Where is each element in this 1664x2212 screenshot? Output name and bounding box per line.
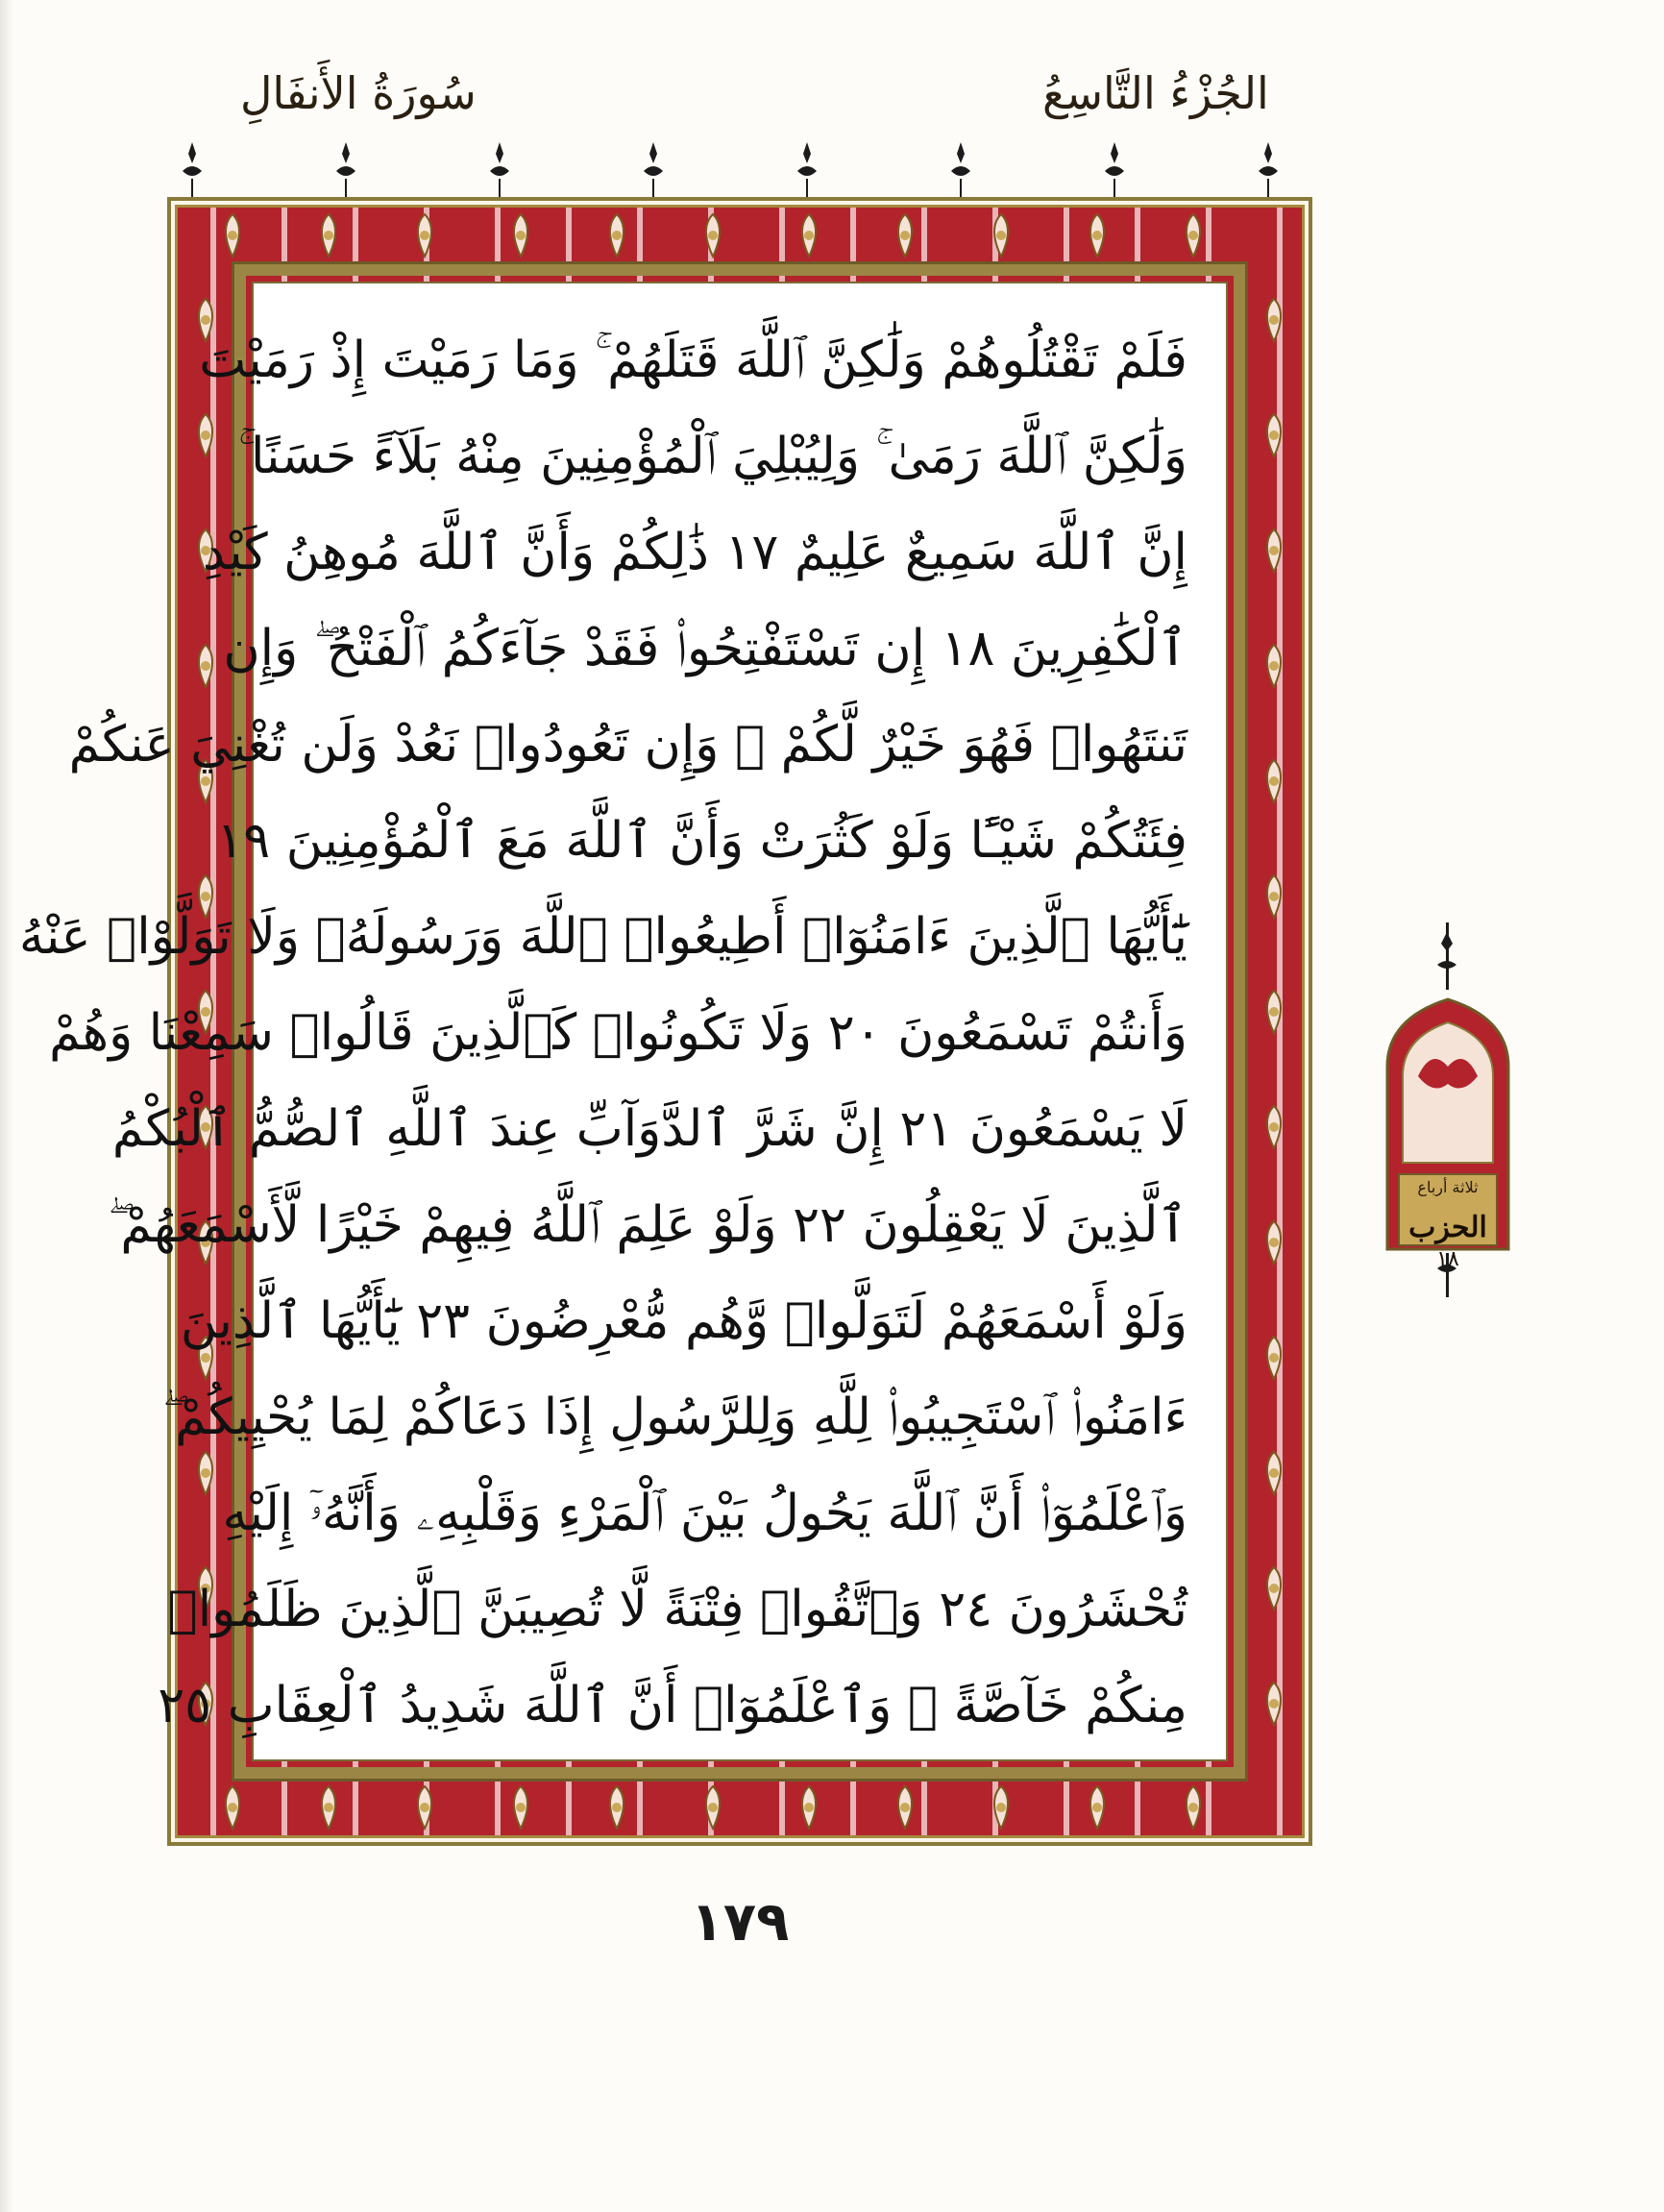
verse-line-11: وَلَوْ أَسْمَعَهُمْ لَتَوَلَّوا۟ وَّهُم مُّعْرِضُونَ ٢٣ يَٰٓأَيُّهَا ٱلَّذِينَ (180, 1292, 1187, 1350)
hizb-label: الحزب (1408, 1211, 1487, 1244)
juz-title: الجُزْءُ التَّاسِعُ (1042, 67, 1269, 119)
verse-line-7: يَٰٓأَيُّهَا ٱلَّذِينَ ءَامَنُوٓا۟ أَطِيعُوا۟ ٱللَّهَ وَرَسُولَهُۥ وَلَا تَوَلَّوْا۟ عَنْهُ (18, 908, 1187, 966)
verse-line-2: وَلَٰكِنَّ ٱللَّهَ رَمَىٰ ۚ وَلِيُبْلِيَ ٱلْمُؤْمِنِينَ مِنْهُ بَلَآءً حَسَنًا ۚ (238, 428, 1187, 485)
verse-line-15: مِنكُمْ خَآصَّةً ۖ وَٱعْلَمُوٓا۟ أَنَّ ٱللَّهَ شَدِيدُ ٱلْعِقَابِ ٢٥ (158, 1677, 1187, 1734)
verse-line-4: ٱلْكَٰفِرِينَ ١٨ إِن تَسْتَفْتِحُوا۟ فَقَدْ جَآءَكُمُ ٱلْفَتْحُ ۖ وَإِن (223, 620, 1187, 677)
verse-text-panel (18, 282, 1228, 1761)
page-edge-shadow (0, 0, 13, 2212)
verse-line-9: لَا يَسْمَعُونَ ٢١ إِنَّ شَرَّ ٱلدَّوَآبِّ عِندَ ٱللَّهِ ٱلصُّمُّ ٱلْبُكْمُ (111, 1100, 1187, 1158)
surah-title: سُورَةُ الأَنفَالِ (240, 67, 477, 119)
verse-line-6: فِئَتُكُمْ شَيْـًٔا وَلَوْ كَثُرَتْ وَأَنَّ ٱللَّهَ مَعَ ٱلْمُؤْمِنِينَ ١٩ (216, 812, 1187, 870)
page-number: ١٧٩ (690, 1891, 790, 1954)
verse-line-12: ءَامَنُوا۟ ٱسْتَجِيبُوا۟ لِلَّهِ وَلِلرَّسُولِ إِذَا دَعَاكُمْ لِمَا يُحْيِيكُمْ ۖ (162, 1389, 1187, 1446)
verse-line-5: تَنتَهُوا۟ فَهُوَ خَيْرٌ لَّكُمْ ۖ وَإِن تَعُودُوا۟ نَعُدْ وَلَن تُغْنِيَ عَنكُمْ (68, 716, 1187, 774)
verse-line-13: وَٱعْلَمُوٓا۟ أَنَّ ٱللَّهَ يَحُولُ بَيْنَ ٱلْمَرْءِ وَقَلْبِهِۦ وَأَنَّهُۥٓ إِلَيْهِ (222, 1485, 1187, 1542)
verse-line-3: إِنَّ ٱللَّهَ سَمِيعٌ عَلِيمٌ ١٧ ذَٰلِكُمْ وَأَنَّ ٱللَّهَ مُوهِنُ كَيْدِ (202, 524, 1187, 581)
verse-line-1: فَلَمْ تَقْتُلُوهُمْ وَلَٰكِنَّ ٱللَّهَ قَتَلَهُمْ ۚ وَمَا رَمَيْتَ إِذْ رَمَيْتَ (199, 332, 1187, 389)
hizb-number: ١٨ (1436, 1247, 1459, 1271)
verse-line-14: تُحْشَرُونَ ٢٤ وَٱتَّقُوا۟ فِتْنَةً لَّا تُصِيبَنَّ ٱلَّذِينَ ظَلَمُوا۟ (167, 1581, 1187, 1638)
verse-line-8: وَأَنتُمْ تَسْمَعُونَ ٢٠ وَلَا تَكُونُوا۟ كَٱلَّذِينَ قَالُوا۟ سَمِعْنَا وَهُمْ (49, 1004, 1187, 1062)
hizb-fraction-label: ثلاثة أرباع (1417, 1178, 1479, 1196)
verse-line-10: ٱلَّذِينَ لَا يَعْقِلُونَ ٢٢ وَلَوْ عَلِمَ ٱللَّهُ فِيهِمْ خَيْرًا لَّأَسْمَعَهُمْ ۖ (108, 1196, 1187, 1254)
